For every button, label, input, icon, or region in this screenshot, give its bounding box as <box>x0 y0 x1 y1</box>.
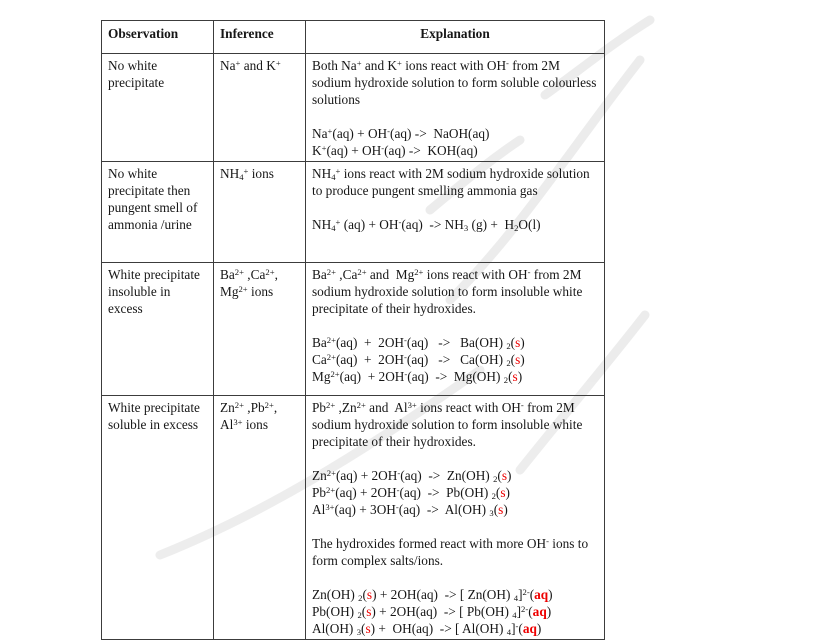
spacer-line <box>312 199 598 216</box>
column-header-observation: Observation <box>102 21 214 54</box>
explanation-cell <box>306 396 605 640</box>
explanation-line: The hydroxides formed react with more OH- ions to form complex salts/ions. <box>312 536 592 568</box>
explanation-line: Al(OH) $_3$(s) + OH(aq) -> [ Al(OH) $_4$]-(aq) <box>312 621 542 638</box>
table-row <box>102 263 605 396</box>
spacer-line <box>312 108 598 125</box>
explanation-line: $Zn^{2+}(aq) + 2OH^-(aq) -> Zn(OH)$ $_2$(s) <box>312 468 512 485</box>
table-row <box>102 54 605 162</box>
observation-cell: No white precipitate <box>102 54 214 162</box>
explanation-line: $Pb^{2+}$ $,Zn^{2+}$ and $Al^{3+}$ ions react with OH- from 2M sodium hydroxide solution to form insoluble white precipitate of their hydroxides. <box>312 400 586 449</box>
column-header-explanation: Explanation <box>306 21 605 54</box>
explanation-cell <box>306 162 605 263</box>
observation-cell: White precipitate insoluble in excess <box>102 263 214 396</box>
spacer-line <box>312 518 598 535</box>
observation-cell: No white precipitate then pungent smell of ammonia /urine <box>102 162 214 263</box>
explanation-line: $Ba^{2+}(aq) + 2OH^-(aq) -> Ba(OH)$ $_2$(s) <box>312 335 525 352</box>
explanation-line: $Ca^{2+}(aq) + 2OH^-(aq) -> Ca(OH)$ $_2$(s) <box>312 352 525 369</box>
spacer-line <box>312 450 598 467</box>
header-row <box>102 21 605 54</box>
column-header-inference: Inference <box>214 21 306 54</box>
explanation-line: $Pb^{2+}(aq) + 2OH^-(aq) -> Pb(OH)$ $_2$(s) <box>312 485 510 502</box>
explanation-cell <box>306 54 605 162</box>
explanation-line: Both Na+ and K+ ions react with OH- from 2M sodium hydroxide solution to form soluble colourless solutions <box>312 58 604 107</box>
table-row <box>102 396 605 640</box>
inference-cell: $Zn^{2+}$ $,Pb^{2+}$, $Al^{3+}$ ions <box>214 396 306 640</box>
explanation-line: Na+(aq) + OH-(aq) -> NaOH(aq) <box>312 126 490 141</box>
explanation-line: $NH_4^+$ ions react with 2M sodium hydroxide solution to produce pungent smelling ammonia gas <box>312 166 594 198</box>
explanation-line: $Ba^{2+}$ $,Ca^{2+}$ and $Mg^{2+}$ ions react with OH- from 2M sodium hydroxide solution to form insoluble white precipitate of their hydroxides. <box>312 267 586 316</box>
explanation-line: K+(aq) + OH-(aq) -> KOH(aq) <box>312 143 478 158</box>
inference-cell: Na+ and K+ <box>214 54 306 162</box>
explanation-line: $NH_4^+$ $(aq) + OH^-(aq) -> NH_3$ $(g) + H_2O(l)$ <box>312 217 541 234</box>
spacer-line <box>312 569 598 586</box>
observation-cell: White precipitate soluble in excess <box>102 396 214 640</box>
explanation-line: $Mg^{2+}(aq) + 2OH^-(aq) -> Mg(OH)$ $_2$(s) <box>312 369 523 386</box>
explanation-cell <box>306 263 605 396</box>
spacer-line <box>312 317 598 334</box>
table-row <box>102 162 605 263</box>
explanation-line: Zn(OH) $_2$(s) + 2OH(aq) -> [ Zn(OH) $_4$]$^{2-}$(aq) <box>312 587 553 604</box>
observation-inference-table <box>101 20 605 640</box>
explanation-line: Pb(OH) $_2$(s) + 2OH(aq) -> [ Pb(OH) $_4$]$^{2-}$(aq) <box>312 604 552 621</box>
inference-cell: $Ba^{2+}$ $,Ca^{2+}$, $Mg^{2+}$ ions <box>214 263 306 396</box>
inference-cell: $NH_4^+$ ions <box>214 162 306 263</box>
explanation-line: $Al^{3+}(aq) + 3OH^-(aq) -> Al(OH)$ $_3$(s) <box>312 502 508 519</box>
